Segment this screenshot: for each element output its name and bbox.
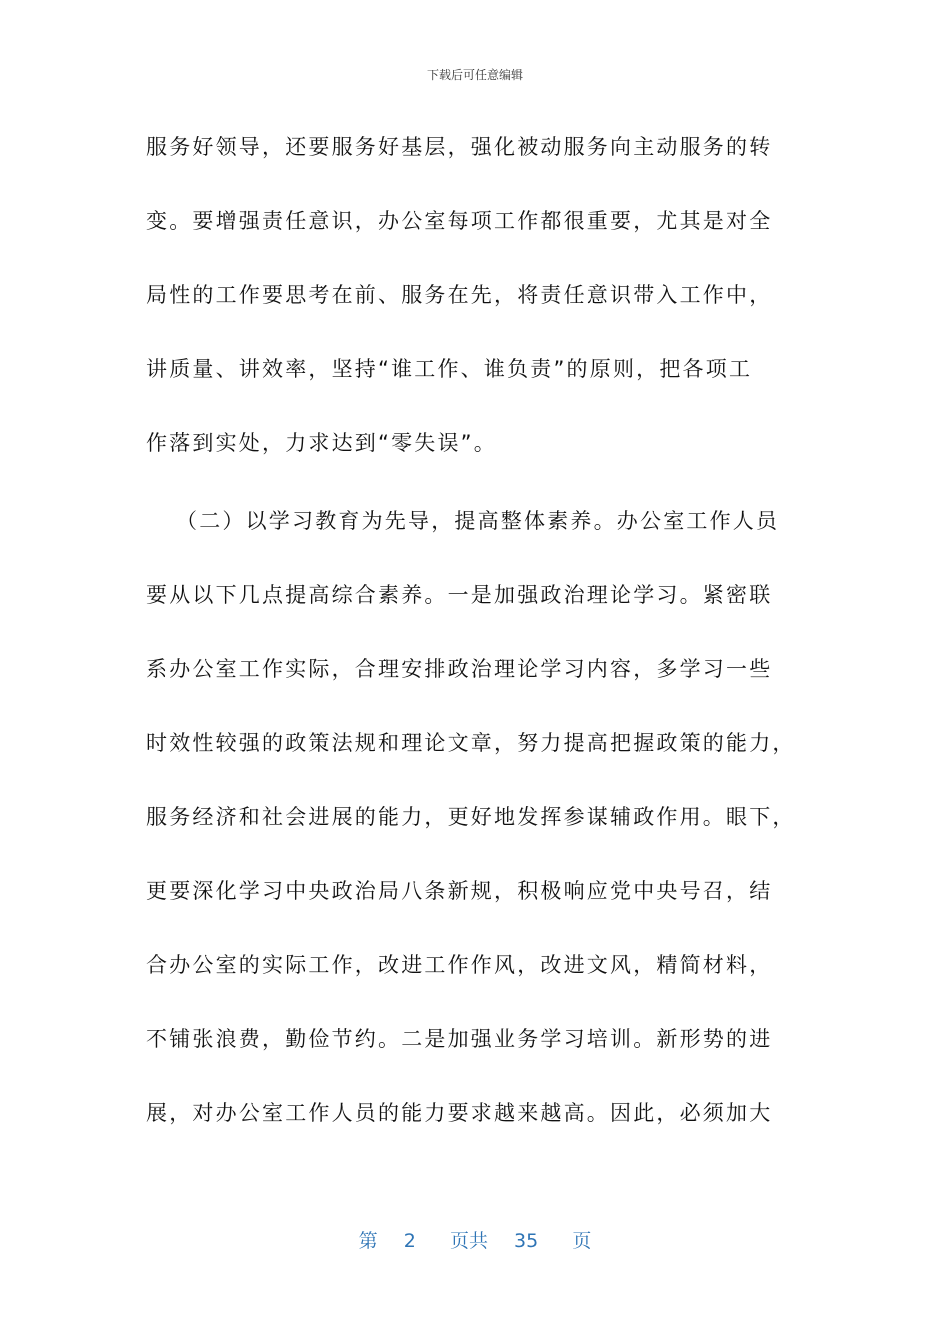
body-line-8: 系办公室工作实际，合理安排政治理论学习内容，多学习一些 (146, 657, 773, 681)
body-line-11: 更要深化学习中央政治局八条新规，积极响应党中央号召，结 (146, 879, 773, 903)
total-pages-number: 35 (514, 1230, 539, 1252)
page-label-suffix: 页 (572, 1230, 592, 1252)
body-line-4: 讲质量、讲效率，坚持“谁工作、谁负责”的原则，把各项工 (146, 357, 753, 381)
body-line-10: 服务经济和社会进展的能力，更好地发挥参谋辅政作用。眼下， (146, 805, 796, 829)
body-line-1: 服务好领导，还要服务好基层，强化被动服务向主动服务的转 (146, 135, 773, 159)
body-line-14: 展，对办公室工作人员的能力要求越来越高。因此，必须加大 (146, 1101, 773, 1125)
body-line-9: 时效性较强的政策法规和理论文章，努力提高把握政策的能力， (146, 731, 796, 755)
body-line-7: 要从以下几点提高综合素养。一是加强政治理论学习。紧密联 (146, 583, 773, 607)
body-line-12: 合办公室的实际工作，改进工作作风，改进文风，精简材料， (146, 953, 773, 977)
body-line-13: 不铺张浪费，勤俭节约。二是加强业务学习培训。新形势的进 (146, 1027, 773, 1051)
body-line-3: 局性的工作要思考在前、服务在先，将责任意识带入工作中， (146, 283, 773, 307)
body-line-5: 作落到实处，力求达到“零失误”。 (146, 431, 497, 455)
page-header-note: 下载后可任意编辑 (426, 68, 523, 82)
body-line-2: 变。要增强责任意识，办公室每项工作都很重要，尤其是对全 (146, 209, 773, 233)
page-label-prefix: 第 (358, 1230, 378, 1252)
page-footer (0, 1226, 950, 1253)
page-label-middle: 页共 (449, 1230, 488, 1252)
body-line-6: （二）以学习教育为先导，提高整体素养。办公室工作人员 (176, 509, 780, 533)
current-page-number: 2 (403, 1230, 416, 1252)
